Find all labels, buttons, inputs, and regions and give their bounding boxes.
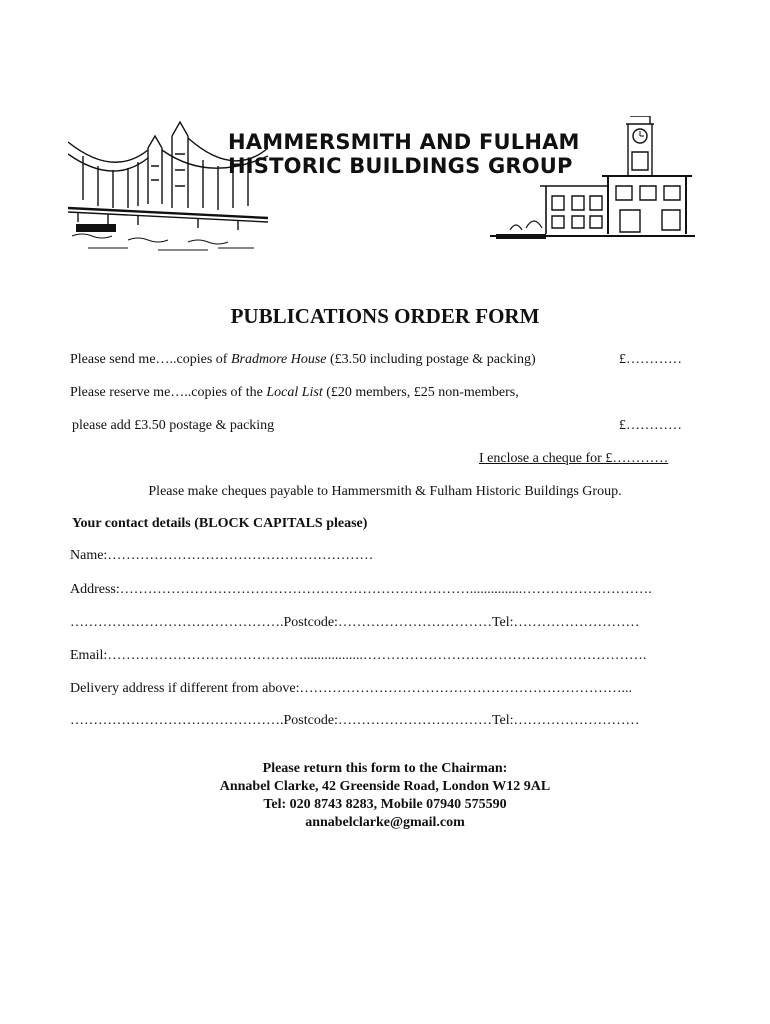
email-field[interactable]: Email:…………………………………….................…………………………………………………….: [70, 648, 647, 663]
page-title: PUBLICATIONS ORDER FORM: [230, 304, 540, 328]
order-line-suffix: (£20 members, £25 non-members,: [322, 385, 519, 400]
amount-field-bradmore-house[interactable]: £…………: [619, 352, 682, 367]
amount-field-local-list[interactable]: £…………: [619, 418, 682, 433]
organisation-name-line1: HAMMERSMITH AND FULHAM: [228, 130, 580, 154]
chairman-phone: Tel: 020 8743 8283, Mobile 07940 575590: [263, 797, 507, 812]
order-line-suffix: (£3.50 including postage & packing): [326, 352, 536, 367]
name-field[interactable]: Name:…………………………………………………: [70, 548, 374, 563]
cheque-payable-note: Please make cheques payable to Hammersmith & Fulham Historic Buildings Group.: [148, 484, 622, 499]
order-line-prefix: Please send me…..copies of: [70, 352, 231, 367]
contact-details-heading: Your contact details (BLOCK CAPITALS please): [72, 516, 368, 531]
order-line-local-list-postage: please add £3.50 postage & packing: [72, 418, 275, 433]
postcode-tel-field[interactable]: ……………………………………….Postcode:……………………………Tel:………………………: [70, 615, 640, 630]
address-field[interactable]: Address:…………………………………………………………………...............……………………….: [70, 582, 652, 597]
delivery-address-field[interactable]: Delivery address if different from above:……………………………………………………………...: [70, 681, 632, 696]
order-line-prefix: Please reserve me…..copies of the: [70, 385, 267, 400]
order-line-local-list: [70, 385, 519, 401]
chairman-address: Annabel Clarke, 42 Greenside Road, London W12 9AL: [219, 779, 551, 794]
organisation-name-line2: HISTORIC BUILDINGS GROUP: [228, 154, 573, 178]
return-instructions: Please return this form to the Chairman:: [262, 761, 508, 776]
cheque-enclosed-field[interactable]: I enclose a cheque for £…………: [479, 451, 669, 466]
book-title-bradmore-house: Bradmore House: [230, 352, 327, 367]
chairman-email[interactable]: annabelclarke@gmail.com: [305, 815, 465, 830]
order-line-bradmore-house: [70, 352, 536, 368]
book-title-local-list: Local List: [266, 385, 323, 400]
delivery-postcode-tel-field[interactable]: ……………………………………….Postcode:……………………………Tel:………………………: [70, 713, 640, 728]
